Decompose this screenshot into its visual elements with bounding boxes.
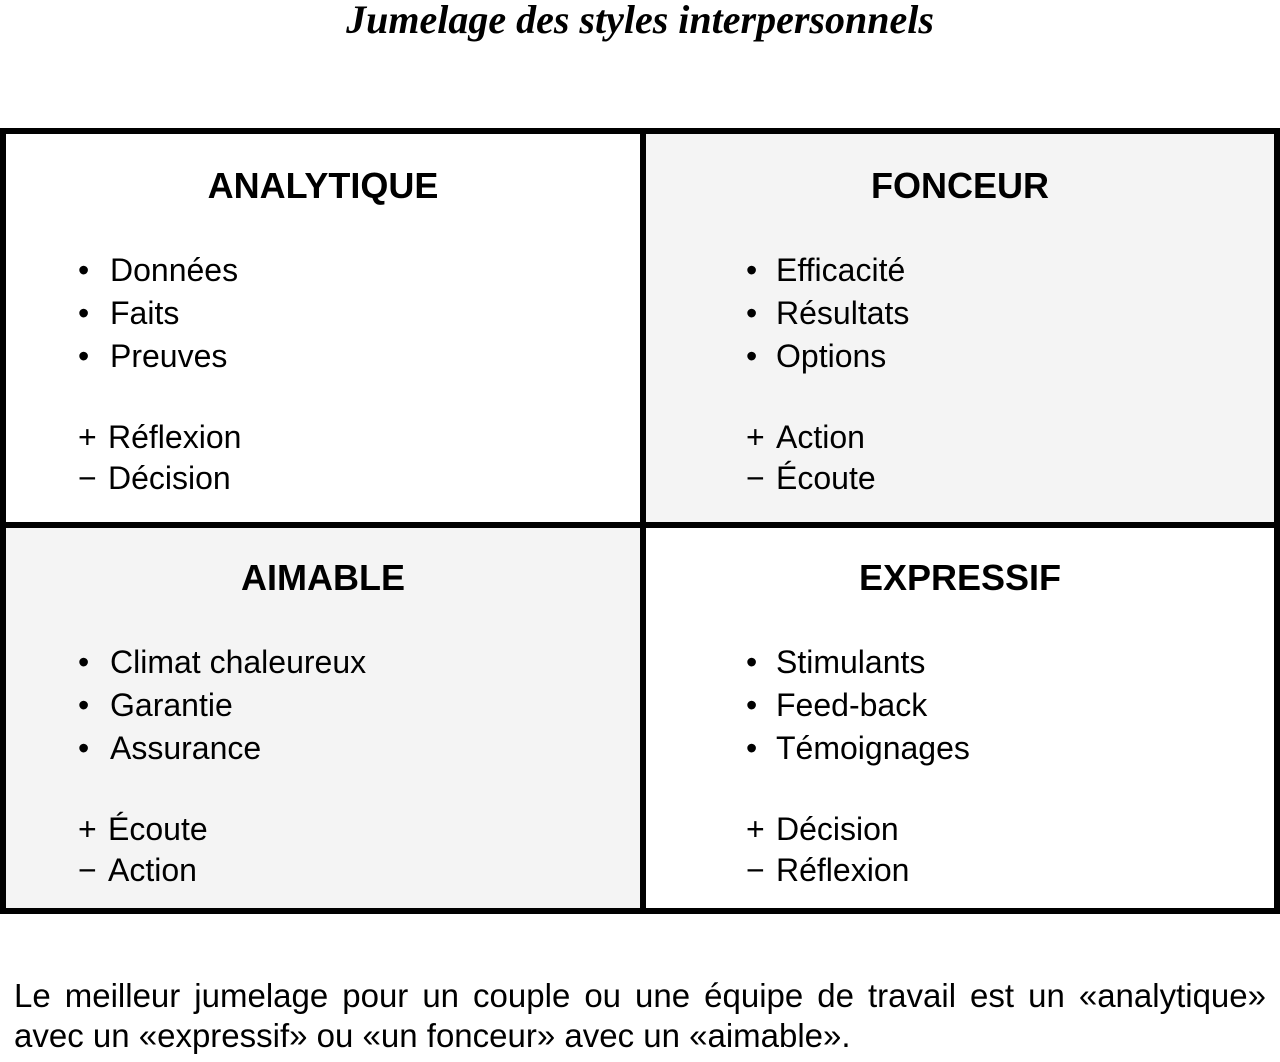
horizontal-divider — [6, 522, 1274, 528]
plus-icon: + — [78, 811, 97, 847]
quadrant-expressif — [646, 528, 1274, 908]
minus-icon: − — [78, 852, 97, 888]
plus-icon: + — [746, 419, 765, 455]
plus-trait: + Décision — [746, 811, 899, 847]
list-item: • Feed-back — [746, 687, 928, 723]
diagram-title: Jumelage des styles interpersonnels — [346, 0, 934, 42]
minus-icon: − — [78, 460, 97, 496]
bullet-icon: • — [78, 252, 90, 288]
bullet-icon: • — [746, 338, 758, 374]
quadrant-aimable — [6, 528, 640, 908]
list-item: • Options — [746, 338, 887, 374]
bullet-icon: • — [746, 252, 758, 288]
style-matrix — [0, 128, 1280, 914]
quadrant-fonceur — [646, 134, 1274, 522]
list-item: • Données — [78, 252, 239, 288]
list-item: • Climat chaleureux — [78, 644, 367, 680]
bullet-icon: • — [746, 644, 758, 680]
vertical-divider — [640, 134, 646, 908]
plus-trait: + Action — [746, 419, 865, 455]
list-item: • Résultats — [746, 295, 910, 331]
quadrant-title: AIMABLE — [241, 557, 405, 598]
minus-trait: − Réflexion — [746, 852, 910, 888]
quadrant-title: EXPRESSIF — [858, 557, 1062, 598]
quadrant-title: FONCEUR — [871, 165, 1049, 206]
list-item: • Garantie — [78, 687, 233, 723]
caption-text: Le meilleur jumelage pour un couple ou une équipe de travail est un «analytique» avec un «expressif» ou «un fonceur» avec un «aimable». — [14, 977, 1266, 1054]
quadrant-title: ANALYTIQUE — [207, 165, 439, 206]
bullet-icon: • — [78, 644, 90, 680]
list-item: • Assurance — [78, 730, 262, 766]
list-item: • Efficacité — [746, 252, 906, 288]
bullet-icon: • — [78, 687, 90, 723]
plus-trait: + Écoute — [78, 811, 208, 847]
bullet-icon: • — [746, 730, 758, 766]
bullet-icon: • — [746, 687, 758, 723]
plus-trait: + Réflexion — [78, 419, 242, 455]
bullet-icon: • — [746, 295, 758, 331]
plus-icon: + — [746, 811, 765, 847]
quadrant-analytique — [6, 134, 640, 522]
bullet-icon: • — [78, 295, 90, 331]
minus-icon: − — [746, 460, 765, 496]
bullet-icon: • — [78, 730, 90, 766]
minus-trait: − Écoute — [746, 460, 876, 496]
list-item: • Témoignages — [746, 730, 970, 766]
plus-icon: + — [78, 419, 97, 455]
minus-trait: − Décision — [78, 460, 231, 496]
minus-trait: − Action — [78, 852, 197, 888]
list-item: • Stimulants — [746, 644, 926, 680]
list-item: • Preuves — [78, 338, 228, 374]
minus-icon: − — [746, 852, 765, 888]
bullet-icon: • — [78, 338, 90, 374]
list-item: • Faits — [78, 295, 180, 331]
